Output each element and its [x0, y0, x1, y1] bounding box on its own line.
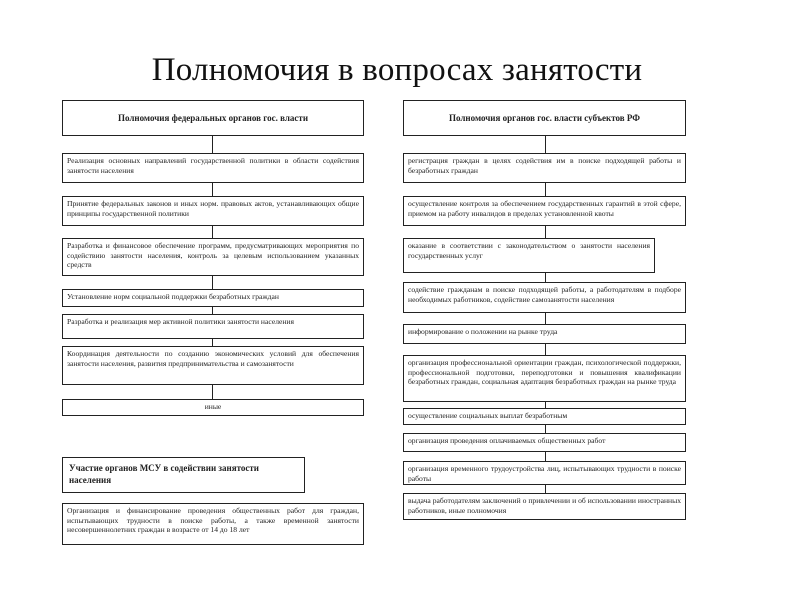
federal-header: [62, 100, 364, 136]
regional-item: организация временного трудоустройства лиц, испытывающих трудности в поиске работы: [403, 461, 686, 485]
regional-item: регистрация граждан в целях содействия им в поиске подходящей работы и безработных граждан: [403, 153, 686, 183]
regional-item: организация профессиональной ориентации граждан, психологической поддержки, профессиональной подготовки, переподготовки и повышения квалификации безработных граждан, социальная адаптация безработных граждан на рынке труда: [403, 355, 686, 402]
federal-item: Установление норм социальной поддержки безработных граждан: [62, 289, 364, 307]
regional-item: содействие гражданам в поиске подходящей работы, а работодателям в подборе необходимых работников, содействие самозанятости населения: [403, 282, 686, 313]
msu-item: Организация и финансирование проведения общественных работ для граждан, испытывающих трудности в поиске работы, а также временной занятости несовершеннолетних граждан в возрасте от 14 до 18 лет: [62, 503, 364, 545]
regional-item: оказание в соответствии с законодательством о занятости населения государственных услуг: [403, 238, 655, 273]
regional-item: информирование о положении на рынке труда: [403, 324, 686, 344]
federal-item: Принятие федеральных законов и иных норм. правовых актов, устанавливающих общие принципы государственной политики: [62, 196, 364, 226]
msu-header: Участие органов МСУ в содействии занятости населения: [62, 457, 305, 493]
federal-item: Разработка и реализация мер активной политики занятости населения: [62, 314, 364, 339]
regional-item: осуществление контроля за обеспечением государственных гарантий в этой сфере, приемом на работу инвалидов в пределах установленной квоты: [403, 196, 686, 226]
regional-item: организация проведения оплачиваемых общественных работ: [403, 433, 686, 452]
page-title: Полномочия в вопросах занятости: [151, 52, 643, 88]
federal-item: Реализация основных направлений государственной политики в области содействия занятости населения: [62, 153, 364, 183]
federal-header-label: Полномочия федеральных органов гос. власти: [117, 112, 309, 123]
regional-header-label: Полномочия органов гос. власти субъектов РФ: [449, 112, 640, 123]
regional-header: [403, 100, 686, 136]
federal-item: Разработка и финансовое обеспечение программ, предусматривающих мероприятия по содействию занятости населения, контроль за целевым использованием указанных средств: [62, 238, 364, 276]
regional-item: выдача работодателям заключений о привлечении и об использовании иностранных работников, иные полномочия: [403, 493, 686, 520]
federal-item-other: иные: [62, 399, 364, 416]
federal-item: Координация деятельности по созданию экономических условий для обеспечения занятости населения, развития предпринимательства и самозанятости: [62, 346, 364, 385]
regional-item: осуществление социальных выплат безработным: [403, 408, 686, 425]
